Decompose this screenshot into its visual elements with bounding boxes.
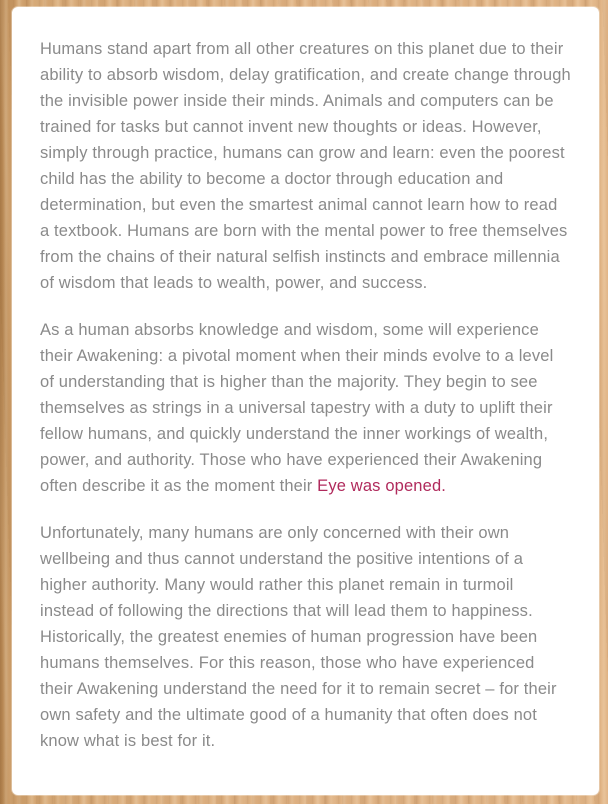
eye-was-opened-link[interactable]: Eye was opened.	[317, 477, 447, 495]
paragraph-secrecy: Unfortunately, many humans are only concerned with their own wellbeing and thus cannot understand the positive intentions of a higher authority. Many would rather this planet remain in turmoil instead of following the directions that will lead them to happiness. Historically, the greatest enemies of human progression have been humans themselves. For this reason, those who have experienced their Awakening understand the need for it to remain secret – for their own safety and the ultimate good of a humanity that often does not know what is best for it.	[40, 524, 557, 750]
paragraph-awakening-text: As a human absorbs knowledge and wisdom, some will experience their Awakening: a pivotal moment when their minds evolve to a level of understanding that is higher than the majority. They begin to see themselves as strings in a universal tapestry with a duty to uplift their fellow humans, and quickly understand the inner workings of wealth, power, and authority. Those who have experienced their Awakening often describe it as the moment their	[40, 321, 554, 495]
content-panel	[12, 7, 599, 795]
paragraph-awakening	[40, 317, 571, 499]
paragraph-human-nature: Humans stand apart from all other creatures on this planet due to their ability to absorb wisdom, delay gratification, and create change through the invisible power inside their minds. Animals and computers can be trained for tasks but cannot invent new thoughts or ideas. However, simply through practice, humans can grow and learn: even the poorest child has the ability to become a doctor through education and determination, but even the smartest animal cannot learn how to read a textbook. Humans are born with the mental power to free themselves from the chains of their natural selfish instincts and embrace millennia of wisdom that leads to wealth, power, and success.	[40, 40, 571, 292]
